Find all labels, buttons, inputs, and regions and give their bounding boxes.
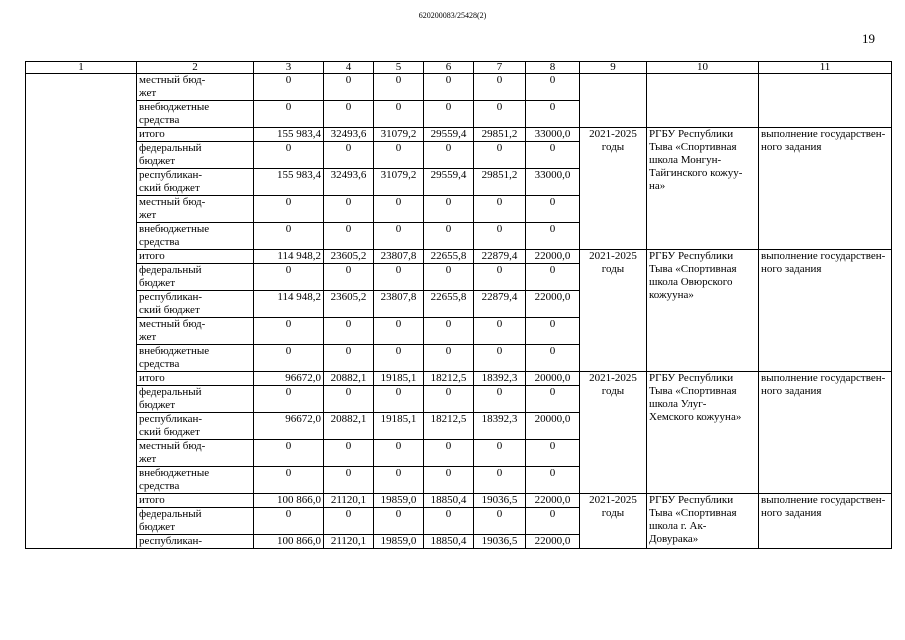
amount-cell: 22655,8 xyxy=(424,250,474,264)
amount-cell: 0 xyxy=(324,196,374,223)
amount-cell: 0 xyxy=(374,74,424,101)
amount-cell: 31079,2 xyxy=(374,169,424,196)
amount-cell: 23605,2 xyxy=(324,291,374,318)
column-number-3: 3 xyxy=(254,62,324,74)
amount-cell: 0 xyxy=(324,223,374,250)
amount-cell: 18392,3 xyxy=(474,372,526,386)
funding-source-label: внебюджетные средства xyxy=(137,223,254,250)
result-cell: выполнение государствен- ного задания xyxy=(759,494,892,549)
amount-cell: 0 xyxy=(474,101,526,128)
amount-cell: 0 xyxy=(374,508,424,535)
amount-cell: 0 xyxy=(254,223,324,250)
amount-cell: 0 xyxy=(254,142,324,169)
amount-cell: 0 xyxy=(374,318,424,345)
column-number-5: 5 xyxy=(374,62,424,74)
period-cell: 2021-2025 годы xyxy=(580,372,647,494)
period-cell: 2021-2025 годы xyxy=(580,494,647,549)
amount-cell: 0 xyxy=(324,74,374,101)
result-cell: выполнение государствен- ного задания xyxy=(759,372,892,494)
amount-cell: 0 xyxy=(254,508,324,535)
amount-cell: 33000,0 xyxy=(526,169,580,196)
amount-cell: 0 xyxy=(424,74,474,101)
amount-cell: 0 xyxy=(374,440,424,467)
amount-cell: 29851,2 xyxy=(474,128,526,142)
amount-cell: 114 948,2 xyxy=(254,250,324,264)
amount-cell: 0 xyxy=(324,508,374,535)
amount-cell: 29851,2 xyxy=(474,169,526,196)
amount-cell: 0 xyxy=(374,223,424,250)
amount-cell: 0 xyxy=(526,74,580,101)
amount-cell: 96672,0 xyxy=(254,413,324,440)
amount-cell: 0 xyxy=(424,467,474,494)
funding-source-label: итого xyxy=(137,494,254,508)
amount-cell: 18392,3 xyxy=(474,413,526,440)
amount-cell: 19859,0 xyxy=(374,494,424,508)
document-id: 620200083/25428(2) xyxy=(418,11,487,20)
amount-cell: 19859,0 xyxy=(374,535,424,549)
amount-cell: 0 xyxy=(424,345,474,372)
amount-cell: 114 948,2 xyxy=(254,291,324,318)
column-number-7: 7 xyxy=(474,62,526,74)
amount-cell: 0 xyxy=(424,318,474,345)
funding-source-label: итого xyxy=(137,128,254,142)
column-number-9: 9 xyxy=(580,62,647,74)
amount-cell: 0 xyxy=(474,318,526,345)
amount-cell: 0 xyxy=(474,223,526,250)
amount-cell: 0 xyxy=(474,467,526,494)
amount-cell: 0 xyxy=(424,101,474,128)
amount-cell: 0 xyxy=(424,386,474,413)
executor-cell: РГБУ Республики Тыва «Спортивная школа Улуг- Хемского кожууна» xyxy=(647,372,759,494)
period-cell: 2021-2025 годы xyxy=(580,250,647,372)
amount-cell: 0 xyxy=(324,386,374,413)
amount-cell: 100 866,0 xyxy=(254,535,324,549)
amount-cell: 0 xyxy=(474,142,526,169)
amount-cell: 0 xyxy=(526,345,580,372)
amount-cell: 0 xyxy=(254,196,324,223)
budget-table xyxy=(25,61,892,549)
amount-cell: 22879,4 xyxy=(474,291,526,318)
amount-cell: 0 xyxy=(254,264,324,291)
funding-source-label: республикан- xyxy=(137,535,254,549)
amount-cell: 21120,1 xyxy=(324,535,374,549)
amount-cell: 23807,8 xyxy=(374,291,424,318)
amount-cell: 0 xyxy=(474,345,526,372)
amount-cell: 0 xyxy=(474,264,526,291)
funding-source-label: республикан- ский бюджет xyxy=(137,291,254,318)
funding-source-label: местный бюд- жет xyxy=(137,74,254,101)
amount-cell: 0 xyxy=(526,467,580,494)
amount-cell: 21120,1 xyxy=(324,494,374,508)
amount-cell: 0 xyxy=(526,196,580,223)
amount-cell: 20000,0 xyxy=(526,413,580,440)
column-number-10: 10 xyxy=(647,62,759,74)
amount-cell: 0 xyxy=(474,440,526,467)
amount-cell: 0 xyxy=(526,142,580,169)
amount-cell: 22879,4 xyxy=(474,250,526,264)
column-number-1: 1 xyxy=(26,62,137,74)
amount-cell: 0 xyxy=(424,440,474,467)
amount-cell: 0 xyxy=(474,386,526,413)
amount-cell: 29559,4 xyxy=(424,169,474,196)
amount-cell: 19185,1 xyxy=(374,372,424,386)
funding-source-label: местный бюд- жет xyxy=(137,196,254,223)
page-number: 19 xyxy=(862,31,875,46)
amount-cell: 0 xyxy=(254,101,324,128)
amount-cell: 18850,4 xyxy=(424,535,474,549)
table-row xyxy=(26,74,892,101)
amount-cell: 0 xyxy=(424,223,474,250)
amount-cell: 100 866,0 xyxy=(254,494,324,508)
program-column-cell xyxy=(26,74,137,549)
amount-cell: 31079,2 xyxy=(374,128,424,142)
amount-cell: 20882,1 xyxy=(324,372,374,386)
amount-cell: 19036,5 xyxy=(474,494,526,508)
amount-cell: 0 xyxy=(374,467,424,494)
amount-cell: 0 xyxy=(526,101,580,128)
result-cell: выполнение государствен- ного задания xyxy=(759,128,892,250)
amount-cell: 33000,0 xyxy=(526,128,580,142)
amount-cell: 0 xyxy=(254,74,324,101)
funding-source-label: федеральный бюджет xyxy=(137,386,254,413)
amount-cell: 0 xyxy=(374,101,424,128)
amount-cell: 0 xyxy=(324,467,374,494)
executor-cell: РГБУ Республики Тыва «Спортивная школа Овюрского кожууна» xyxy=(647,250,759,372)
amount-cell: 0 xyxy=(424,264,474,291)
funding-source-label: местный бюд- жет xyxy=(137,318,254,345)
amount-cell: 0 xyxy=(474,74,526,101)
amount-cell: 0 xyxy=(254,345,324,372)
result-cell xyxy=(759,74,892,128)
amount-cell: 0 xyxy=(526,264,580,291)
amount-cell: 0 xyxy=(374,196,424,223)
amount-cell: 0 xyxy=(526,386,580,413)
amount-cell: 22655,8 xyxy=(424,291,474,318)
amount-cell: 0 xyxy=(324,440,374,467)
column-number-6: 6 xyxy=(424,62,474,74)
funding-source-label: итого xyxy=(137,250,254,264)
table-row xyxy=(26,494,892,508)
amount-cell: 0 xyxy=(374,142,424,169)
amount-cell: 23807,8 xyxy=(374,250,424,264)
amount-cell: 0 xyxy=(254,386,324,413)
funding-source-label: федеральный бюджет xyxy=(137,264,254,291)
funding-source-label: федеральный бюджет xyxy=(137,142,254,169)
amount-cell: 0 xyxy=(474,196,526,223)
amount-cell: 23605,2 xyxy=(324,250,374,264)
amount-cell: 32493,6 xyxy=(324,128,374,142)
funding-source-label: республикан- ский бюджет xyxy=(137,169,254,196)
amount-cell: 0 xyxy=(526,440,580,467)
amount-cell: 0 xyxy=(254,467,324,494)
funding-source-label: внебюджетные средства xyxy=(137,345,254,372)
funding-source-label: итого xyxy=(137,372,254,386)
column-number-4: 4 xyxy=(324,62,374,74)
funding-source-label: республикан- ский бюджет xyxy=(137,413,254,440)
amount-cell: 0 xyxy=(324,345,374,372)
amount-cell: 0 xyxy=(324,101,374,128)
column-number-8: 8 xyxy=(526,62,580,74)
funding-source-label: внебюджетные средства xyxy=(137,467,254,494)
result-cell: выполнение государствен- ного задания xyxy=(759,250,892,372)
amount-cell: 19036,5 xyxy=(474,535,526,549)
funding-source-label: внебюджетные средства xyxy=(137,101,254,128)
amount-cell: 18212,5 xyxy=(424,372,474,386)
amount-cell: 22000,0 xyxy=(526,494,580,508)
amount-cell: 20000,0 xyxy=(526,372,580,386)
amount-cell: 22000,0 xyxy=(526,250,580,264)
amount-cell: 0 xyxy=(324,318,374,345)
executor-cell: РГБУ Республики Тыва «Спортивная школа Монгун- Тайгинского кожуу- на» xyxy=(647,128,759,250)
table-row xyxy=(26,250,892,264)
amount-cell: 29559,4 xyxy=(424,128,474,142)
amount-cell: 0 xyxy=(526,223,580,250)
amount-cell: 0 xyxy=(474,508,526,535)
funding-source-label: федеральный бюджет xyxy=(137,508,254,535)
amount-cell: 0 xyxy=(424,508,474,535)
amount-cell: 18850,4 xyxy=(424,494,474,508)
column-number-2: 2 xyxy=(137,62,254,74)
amount-cell: 0 xyxy=(254,318,324,345)
amount-cell: 0 xyxy=(526,318,580,345)
amount-cell: 20882,1 xyxy=(324,413,374,440)
executor-cell: РГБУ Республики Тыва «Спортивная школа г. Ак- Довурака» xyxy=(647,494,759,549)
executor-cell xyxy=(647,74,759,128)
amount-cell: 0 xyxy=(424,196,474,223)
period-cell: 2021-2025 годы xyxy=(580,128,647,250)
amount-cell: 0 xyxy=(374,264,424,291)
amount-cell: 155 983,4 xyxy=(254,128,324,142)
amount-cell: 0 xyxy=(254,440,324,467)
amount-cell: 18212,5 xyxy=(424,413,474,440)
amount-cell: 0 xyxy=(374,386,424,413)
amount-cell: 19185,1 xyxy=(374,413,424,440)
amount-cell: 0 xyxy=(424,142,474,169)
column-number-row xyxy=(26,62,892,74)
period-cell xyxy=(580,74,647,128)
amount-cell: 22000,0 xyxy=(526,291,580,318)
column-number-11: 11 xyxy=(759,62,892,74)
table-row xyxy=(26,128,892,142)
amount-cell: 0 xyxy=(374,345,424,372)
amount-cell: 0 xyxy=(324,142,374,169)
amount-cell: 22000,0 xyxy=(526,535,580,549)
amount-cell: 96672,0 xyxy=(254,372,324,386)
amount-cell: 0 xyxy=(526,508,580,535)
table-row xyxy=(26,372,892,386)
amount-cell: 155 983,4 xyxy=(254,169,324,196)
amount-cell: 0 xyxy=(324,264,374,291)
amount-cell: 32493,6 xyxy=(324,169,374,196)
funding-source-label: местный бюд- жет xyxy=(137,440,254,467)
